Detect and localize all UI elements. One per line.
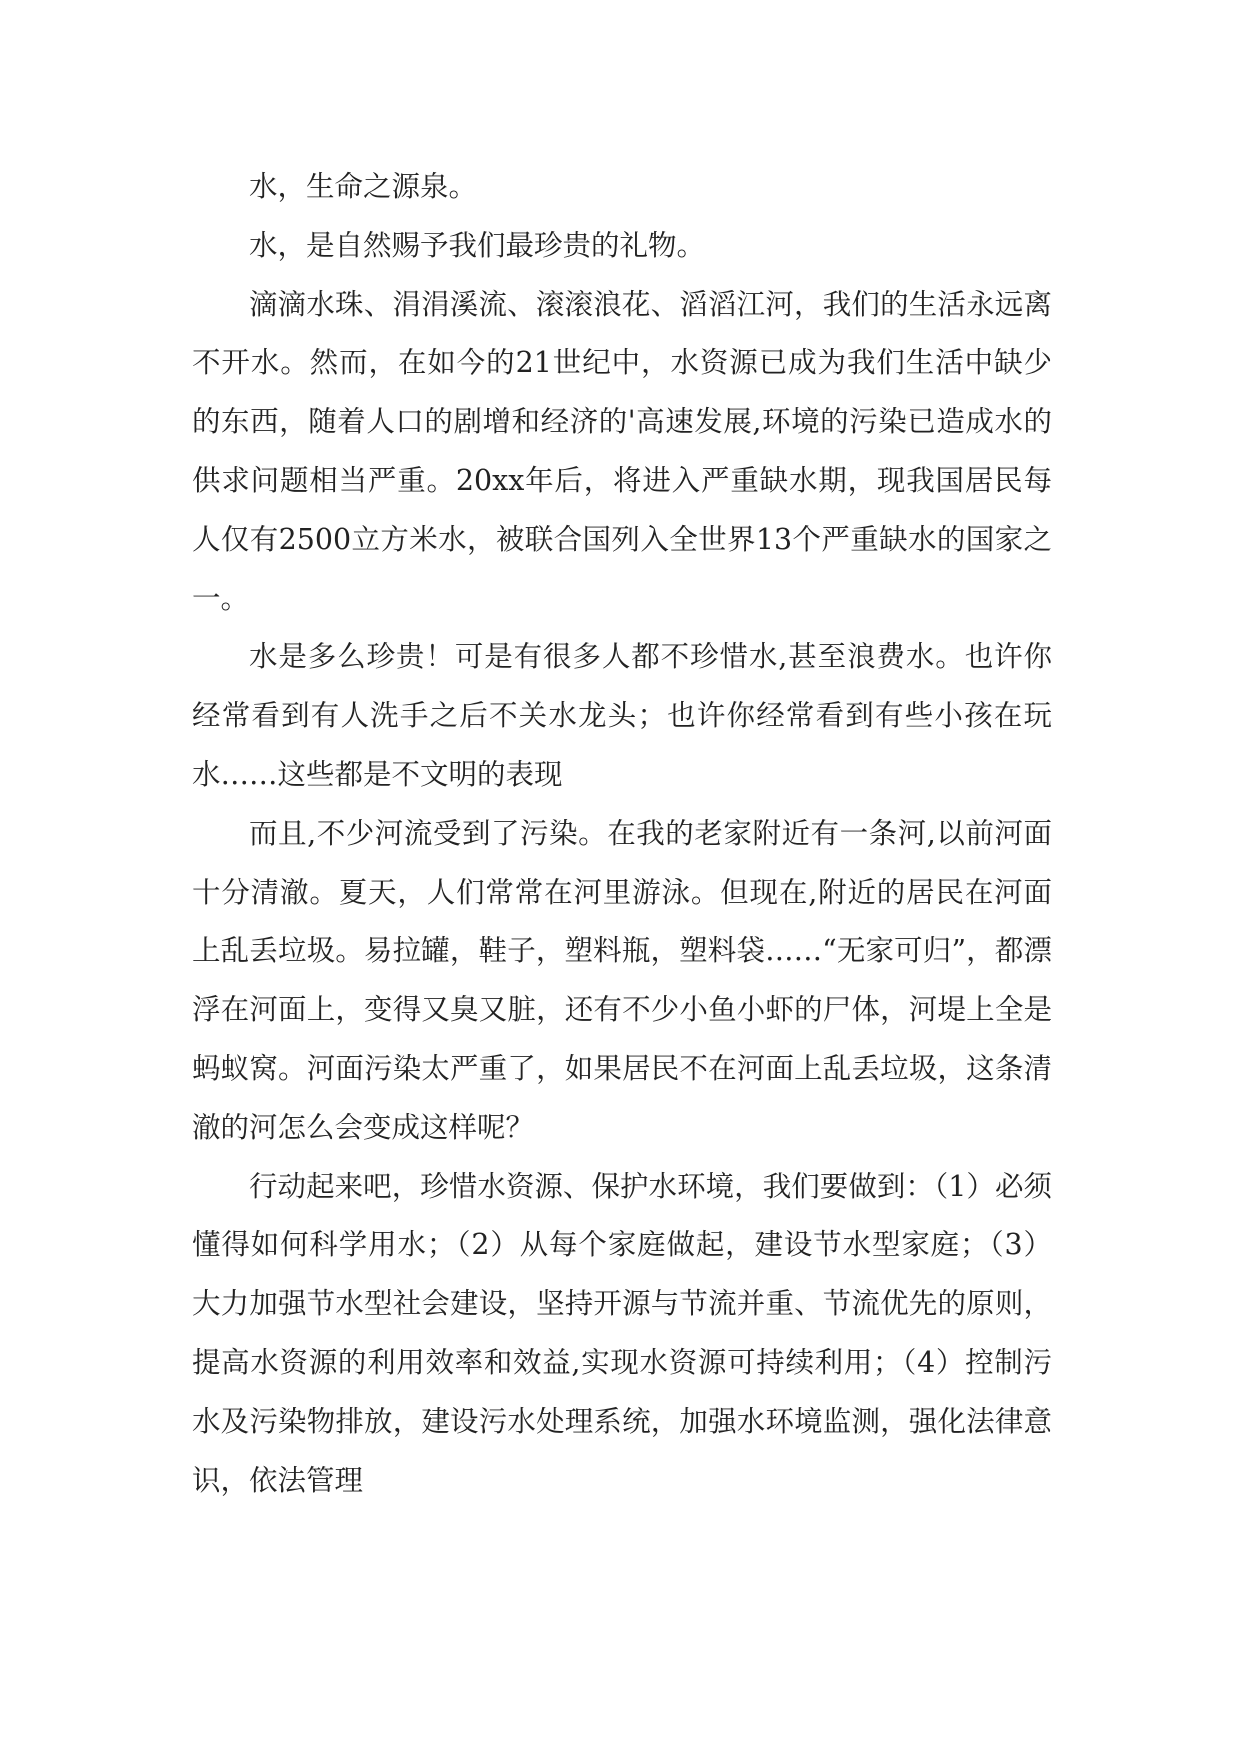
paragraph-title-2: 水，是自然赐予我们最珍贵的礼物。 bbox=[249, 228, 706, 262]
paragraph-title-1: 水，生命之源泉。 bbox=[249, 170, 478, 203]
paragraph-river-pollution: 而且,不少河流受到了污染。在我的老家附近有一条河,以前河面十分清澈。夏天，人们常常在河里游泳。但现在,附近的居民在河面上乱丢垃圾。易拉罐，鞋子，塑料瓶，塑料袋……“无家可归”，都漂浮在河面上，变得又臭又脏，还有不少小鱼小虾的尸体，河堤上全是蚂蚁窝。河面污染太严重了，如果居民不在河面上乱丢垃圾，这条清澈的河怎么会变成这样呢？ bbox=[192, 816, 1052, 1144]
document-body bbox=[192, 158, 1052, 1510]
paragraph-waste: 水是多么珍贵！可是有很多人都不珍惜水,甚至浪费水。也许你经常看到有人洗手之后不关水龙头；也许你经常看到有些小孩在玩水……这些都是不文明的表现 bbox=[192, 640, 1052, 791]
paragraph-water-shortage: 滴滴水珠、涓涓溪流、滚滚浪花、滔滔江河，我们的生活永远离不开水。然而，在如今的21世纪中，水资源已成为我们生活中缺少的东西，随着人口的剧增和经济的'高速发展,环境的污染已造成水的供求问题相当严重。20xx年后，将进入严重缺水期，现我国居民每人仅有2500立方米水，被联合国列入全世界13个严重缺水的国家之一。 bbox=[192, 287, 1052, 615]
paragraph-actions: 行动起来吧，珍惜水资源、保护水环境，我们要做到：（1）必须懂得如何科学用水；（2）从每个家庭做起，建设节水型家庭；（3）大力加强节水型社会建设，坚持开源与节流并重、节流优先的原则，提高水资源的利用效率和效益,实现水资源可持续利用；（4）控制污水及污染物排放，建设污水处理系统，加强水环境监测，强化法律意识，依法管理 bbox=[192, 1169, 1052, 1497]
